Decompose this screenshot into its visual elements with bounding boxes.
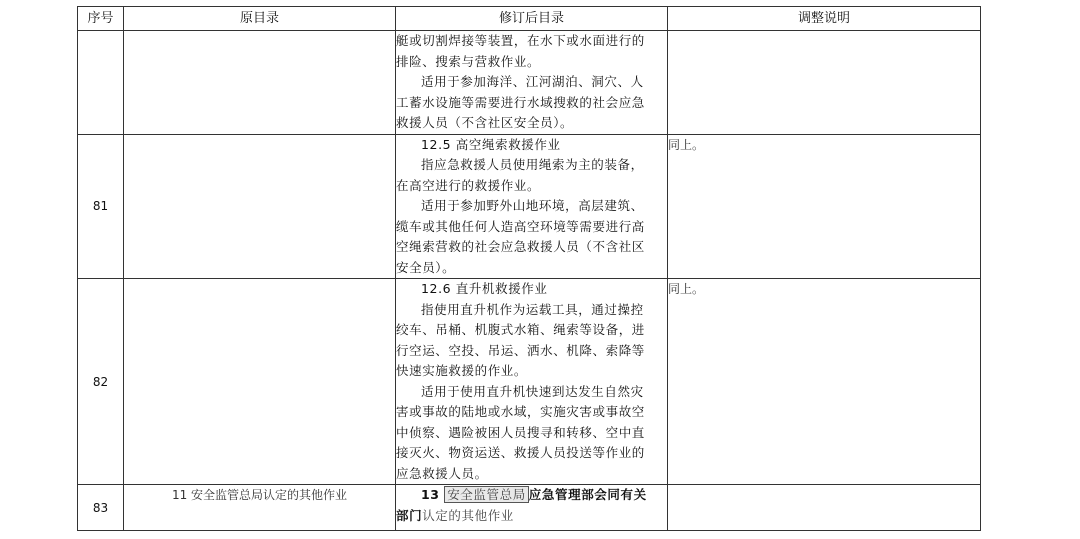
revised-line: 中侦察、遇险被困人员搜寻和转移、空中直 bbox=[396, 424, 645, 440]
row-number: 83 bbox=[78, 485, 124, 531]
revised-entry bbox=[396, 134, 668, 279]
table-row bbox=[78, 31, 981, 135]
adjustment-note bbox=[668, 485, 981, 531]
revised-line: 安全员）。 bbox=[396, 259, 456, 275]
revised-line: 工蓄水设施等需要进行水域搜救的社会应急 bbox=[396, 94, 645, 110]
header-note: 调整说明 bbox=[668, 7, 981, 31]
adjustment-note: 同上。 bbox=[668, 279, 981, 485]
header-revised: 修订后目录 bbox=[396, 7, 668, 31]
header-no: 序号 bbox=[78, 7, 124, 31]
original-entry bbox=[124, 31, 396, 135]
revised-line: 适用于使用直升机快速到达发生自然灾 bbox=[421, 383, 644, 399]
section-heading: 12.5 高空绳索救援作业 bbox=[421, 136, 561, 152]
revised-line: 接灭火、物资运送、救援人员投送等作业的 bbox=[396, 445, 645, 460]
inserted-text: 部门 bbox=[396, 507, 423, 523]
revised-line: 适用于参加海洋、江河湖泊、洞穴、人 bbox=[421, 74, 644, 89]
row-number: 81 bbox=[78, 134, 124, 279]
revised-line: 空绳索营救的社会应急救援人员（不含社区 bbox=[396, 239, 645, 254]
header-row bbox=[78, 7, 981, 31]
row-number: 82 bbox=[78, 279, 124, 485]
revised-entry bbox=[396, 279, 668, 485]
revised-line: 指使用直升机作为运载工具，通过操控 bbox=[421, 301, 644, 317]
revised-line bbox=[396, 506, 667, 527]
adjustment-note bbox=[668, 31, 981, 135]
revised-line: 艇或切割焊接等装置，在水下或水面进行的 bbox=[396, 33, 645, 48]
table-row bbox=[78, 134, 981, 279]
row-number bbox=[78, 31, 124, 135]
original-entry: 11 安全监管总局认定的其他作业 bbox=[124, 485, 396, 531]
original-entry bbox=[124, 279, 396, 485]
revised-line: 指应急救援人员使用绳索为主的装备， bbox=[421, 157, 644, 172]
table-row bbox=[78, 485, 981, 531]
revised-entry bbox=[396, 31, 668, 135]
revised-line: 应急救援人员。 bbox=[396, 465, 488, 481]
revision-table bbox=[77, 6, 981, 531]
revised-line: 行空运、空投、吊运、洒水、机降、索降等 bbox=[396, 342, 645, 358]
revised-line: 在高空进行的救援作业。 bbox=[396, 177, 541, 193]
section-heading: 12.6 直升机救援作业 bbox=[421, 281, 548, 296]
original-entry bbox=[124, 134, 396, 279]
revised-line: 适用于参加野外山地环境，高层建筑、 bbox=[421, 198, 644, 213]
revised-line: 缆车或其他任何人造高空环境等需要进行高 bbox=[396, 218, 645, 234]
section-number: 13 bbox=[421, 487, 440, 502]
adjustment-note: 同上。 bbox=[668, 134, 981, 279]
revised-line: 绞车、吊桶、机腹式水箱、绳索等设备，进 bbox=[396, 322, 645, 337]
revised-line: 排险、搜索与营救作业。 bbox=[396, 53, 541, 69]
table-row bbox=[78, 279, 981, 485]
revised-line: 快速实施救援的作业。 bbox=[396, 363, 528, 378]
revised-line bbox=[396, 485, 667, 506]
revised-line: 害或事故的陆地或水域，实施灾害或事故空 bbox=[396, 404, 645, 419]
deleted-text: 安全监管总局 bbox=[444, 486, 529, 503]
inserted-text: 应急管理部会同有关 bbox=[528, 487, 647, 502]
original-text: 认定的其他作业 bbox=[422, 507, 514, 523]
revised-line: 救援人员（不含社区安全员）。 bbox=[396, 115, 574, 130]
header-original: 原目录 bbox=[124, 7, 396, 31]
revised-entry bbox=[396, 485, 668, 531]
